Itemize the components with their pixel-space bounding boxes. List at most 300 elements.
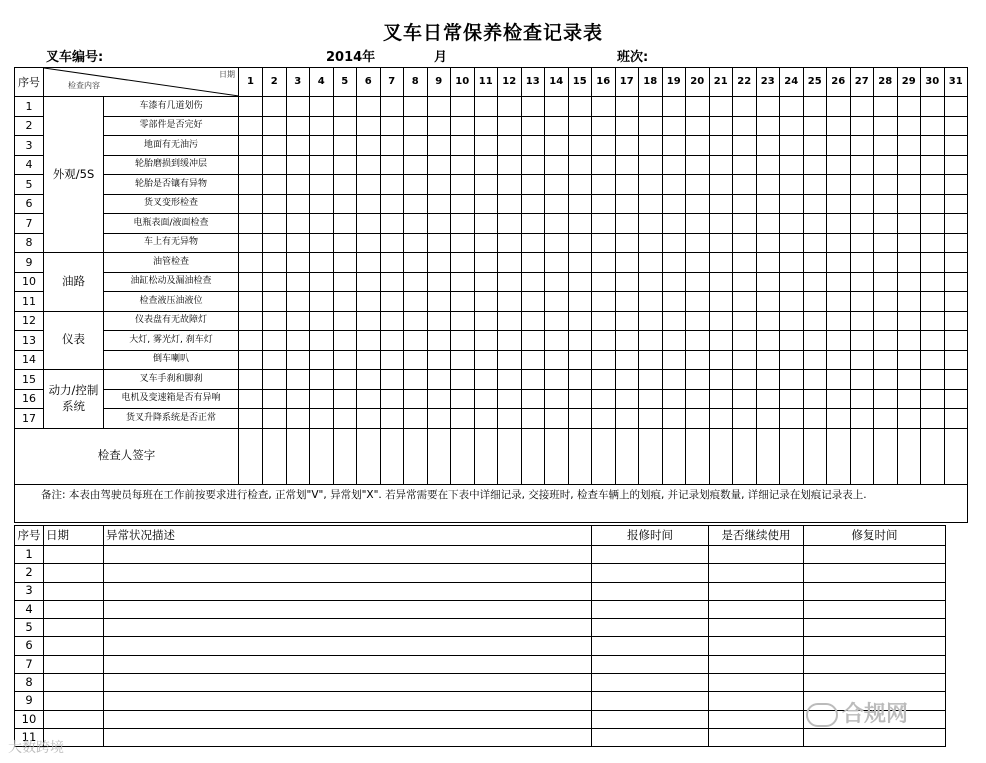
check-cell[interactable] [521,409,545,429]
check-cell[interactable] [827,272,851,292]
check-cell[interactable] [286,175,310,195]
check-cell[interactable] [827,389,851,409]
abnormal-cell[interactable] [104,674,592,692]
check-cell[interactable] [333,136,357,156]
check-cell[interactable] [568,389,592,409]
check-cell[interactable] [239,370,263,390]
check-cell[interactable] [380,214,404,234]
check-cell[interactable] [827,350,851,370]
check-cell[interactable] [639,311,663,331]
check-cell[interactable] [709,136,733,156]
check-cell[interactable] [545,292,569,312]
check-cell[interactable] [427,116,451,136]
check-cell[interactable] [545,253,569,273]
check-cell[interactable] [662,272,686,292]
signature-cell[interactable] [427,428,451,484]
check-cell[interactable] [568,292,592,312]
check-cell[interactable] [662,311,686,331]
check-cell[interactable] [521,350,545,370]
check-cell[interactable] [756,194,780,214]
abnormal-cell[interactable] [804,600,946,618]
check-cell[interactable] [803,331,827,351]
check-cell[interactable] [874,370,898,390]
check-cell[interactable] [239,155,263,175]
check-cell[interactable] [733,389,757,409]
check-cell[interactable] [286,389,310,409]
check-cell[interactable] [498,97,522,117]
check-cell[interactable] [709,155,733,175]
check-cell[interactable] [427,389,451,409]
check-cell[interactable] [521,97,545,117]
check-cell[interactable] [709,116,733,136]
check-cell[interactable] [756,409,780,429]
check-cell[interactable] [286,194,310,214]
check-cell[interactable] [850,97,874,117]
check-cell[interactable] [592,97,616,117]
check-cell[interactable] [521,272,545,292]
signature-cell[interactable] [380,428,404,484]
check-cell[interactable] [780,233,804,253]
check-cell[interactable] [686,194,710,214]
abnormal-cell[interactable] [44,655,104,673]
check-cell[interactable] [780,370,804,390]
check-cell[interactable] [639,389,663,409]
check-cell[interactable] [780,97,804,117]
check-cell[interactable] [756,97,780,117]
check-cell[interactable] [474,272,498,292]
check-cell[interactable] [427,350,451,370]
check-cell[interactable] [474,389,498,409]
check-cell[interactable] [639,409,663,429]
signature-cell[interactable] [451,428,475,484]
check-cell[interactable] [568,331,592,351]
signature-cell[interactable] [357,428,381,484]
check-cell[interactable] [286,253,310,273]
check-cell[interactable] [521,253,545,273]
check-cell[interactable] [286,370,310,390]
check-cell[interactable] [592,331,616,351]
check-cell[interactable] [944,370,968,390]
check-cell[interactable] [333,175,357,195]
check-cell[interactable] [850,370,874,390]
check-cell[interactable] [850,350,874,370]
abnormal-cell[interactable] [44,674,104,692]
check-cell[interactable] [662,292,686,312]
abnormal-cell[interactable] [104,692,592,710]
signature-cell[interactable] [827,428,851,484]
check-cell[interactable] [333,116,357,136]
check-cell[interactable] [568,194,592,214]
check-cell[interactable] [568,350,592,370]
check-cell[interactable] [686,272,710,292]
check-cell[interactable] [921,409,945,429]
signature-cell[interactable] [498,428,522,484]
check-cell[interactable] [427,331,451,351]
check-cell[interactable] [286,97,310,117]
check-cell[interactable] [827,116,851,136]
check-cell[interactable] [404,311,428,331]
check-cell[interactable] [333,233,357,253]
signature-cell[interactable] [780,428,804,484]
check-cell[interactable] [780,389,804,409]
check-cell[interactable] [709,370,733,390]
abnormal-cell[interactable] [804,546,946,564]
abnormal-cell[interactable] [804,728,946,746]
check-cell[interactable] [897,214,921,234]
check-cell[interactable] [239,233,263,253]
check-cell[interactable] [380,370,404,390]
check-cell[interactable] [780,175,804,195]
check-cell[interactable] [474,331,498,351]
check-cell[interactable] [733,409,757,429]
check-cell[interactable] [944,97,968,117]
check-cell[interactable] [897,97,921,117]
check-cell[interactable] [662,233,686,253]
check-cell[interactable] [639,272,663,292]
check-cell[interactable] [780,331,804,351]
check-cell[interactable] [498,272,522,292]
check-cell[interactable] [239,331,263,351]
check-cell[interactable] [592,272,616,292]
signature-cell[interactable] [921,428,945,484]
abnormal-cell[interactable] [709,674,804,692]
check-cell[interactable] [897,311,921,331]
check-cell[interactable] [310,116,334,136]
abnormal-cell[interactable] [804,564,946,582]
signature-cell[interactable] [521,428,545,484]
check-cell[interactable] [545,116,569,136]
check-cell[interactable] [357,350,381,370]
check-cell[interactable] [827,331,851,351]
check-cell[interactable] [310,233,334,253]
check-cell[interactable] [310,370,334,390]
check-cell[interactable] [498,194,522,214]
check-cell[interactable] [733,253,757,273]
check-cell[interactable] [404,370,428,390]
check-cell[interactable] [427,272,451,292]
check-cell[interactable] [545,194,569,214]
check-cell[interactable] [944,136,968,156]
check-cell[interactable] [263,116,287,136]
check-cell[interactable] [404,331,428,351]
check-cell[interactable] [803,97,827,117]
check-cell[interactable] [639,97,663,117]
check-cell[interactable] [756,155,780,175]
check-cell[interactable] [827,409,851,429]
check-cell[interactable] [239,194,263,214]
check-cell[interactable] [756,389,780,409]
check-cell[interactable] [850,136,874,156]
check-cell[interactable] [874,116,898,136]
check-cell[interactable] [780,155,804,175]
check-cell[interactable] [239,272,263,292]
check-cell[interactable] [615,409,639,429]
check-cell[interactable] [545,311,569,331]
check-cell[interactable] [521,233,545,253]
check-cell[interactable] [780,136,804,156]
abnormal-cell[interactable] [709,655,804,673]
check-cell[interactable] [380,389,404,409]
check-cell[interactable] [803,155,827,175]
signature-cell[interactable] [404,428,428,484]
check-cell[interactable] [921,331,945,351]
abnormal-cell[interactable] [44,637,104,655]
check-cell[interactable] [451,136,475,156]
check-cell[interactable] [874,409,898,429]
check-cell[interactable] [686,116,710,136]
check-cell[interactable] [286,233,310,253]
abnormal-cell[interactable] [104,564,592,582]
check-cell[interactable] [756,331,780,351]
check-cell[interactable] [803,233,827,253]
check-cell[interactable] [239,350,263,370]
check-cell[interactable] [357,292,381,312]
check-cell[interactable] [921,136,945,156]
check-cell[interactable] [239,389,263,409]
abnormal-cell[interactable] [804,674,946,692]
check-cell[interactable] [592,253,616,273]
abnormal-cell[interactable] [104,582,592,600]
check-cell[interactable] [897,136,921,156]
check-cell[interactable] [827,194,851,214]
check-cell[interactable] [733,136,757,156]
check-cell[interactable] [404,155,428,175]
check-cell[interactable] [380,331,404,351]
check-cell[interactable] [310,331,334,351]
signature-cell[interactable] [686,428,710,484]
check-cell[interactable] [803,350,827,370]
check-cell[interactable] [451,311,475,331]
check-cell[interactable] [780,116,804,136]
check-cell[interactable] [404,350,428,370]
check-cell[interactable] [662,194,686,214]
check-cell[interactable] [709,194,733,214]
check-cell[interactable] [850,253,874,273]
check-cell[interactable] [827,311,851,331]
check-cell[interactable] [803,136,827,156]
check-cell[interactable] [263,194,287,214]
abnormal-cell[interactable] [592,710,709,728]
check-cell[interactable] [380,350,404,370]
check-cell[interactable] [498,409,522,429]
check-cell[interactable] [427,214,451,234]
check-cell[interactable] [427,253,451,273]
check-cell[interactable] [756,214,780,234]
check-cell[interactable] [803,175,827,195]
check-cell[interactable] [709,233,733,253]
check-cell[interactable] [568,214,592,234]
check-cell[interactable] [357,311,381,331]
check-cell[interactable] [686,253,710,273]
check-cell[interactable] [874,136,898,156]
check-cell[interactable] [921,253,945,273]
check-cell[interactable] [592,370,616,390]
abnormal-cell[interactable] [104,600,592,618]
check-cell[interactable] [474,253,498,273]
check-cell[interactable] [944,331,968,351]
check-cell[interactable] [380,292,404,312]
check-cell[interactable] [404,409,428,429]
check-cell[interactable] [874,350,898,370]
check-cell[interactable] [545,409,569,429]
check-cell[interactable] [451,214,475,234]
check-cell[interactable] [380,175,404,195]
check-cell[interactable] [404,389,428,409]
check-cell[interactable] [427,194,451,214]
check-cell[interactable] [380,136,404,156]
check-cell[interactable] [897,331,921,351]
check-cell[interactable] [897,233,921,253]
check-cell[interactable] [780,292,804,312]
check-cell[interactable] [286,155,310,175]
check-cell[interactable] [239,214,263,234]
check-cell[interactable] [944,272,968,292]
check-cell[interactable] [803,409,827,429]
abnormal-cell[interactable] [104,728,592,746]
abnormal-cell[interactable] [44,600,104,618]
check-cell[interactable] [850,292,874,312]
check-cell[interactable] [521,116,545,136]
abnormal-cell[interactable] [709,600,804,618]
check-cell[interactable] [709,272,733,292]
check-cell[interactable] [592,233,616,253]
check-cell[interactable] [239,409,263,429]
check-cell[interactable] [310,311,334,331]
check-cell[interactable] [451,253,475,273]
check-cell[interactable] [921,370,945,390]
check-cell[interactable] [474,370,498,390]
check-cell[interactable] [380,311,404,331]
check-cell[interactable] [286,116,310,136]
check-cell[interactable] [239,292,263,312]
check-cell[interactable] [239,116,263,136]
check-cell[interactable] [357,155,381,175]
check-cell[interactable] [568,253,592,273]
check-cell[interactable] [310,136,334,156]
check-cell[interactable] [850,272,874,292]
check-cell[interactable] [333,311,357,331]
check-cell[interactable] [427,311,451,331]
abnormal-cell[interactable] [592,692,709,710]
check-cell[interactable] [521,389,545,409]
check-cell[interactable] [474,136,498,156]
check-cell[interactable] [709,214,733,234]
check-cell[interactable] [357,194,381,214]
check-cell[interactable] [874,233,898,253]
check-cell[interactable] [639,136,663,156]
check-cell[interactable] [686,175,710,195]
check-cell[interactable] [545,272,569,292]
check-cell[interactable] [827,370,851,390]
check-cell[interactable] [944,214,968,234]
check-cell[interactable] [545,136,569,156]
check-cell[interactable] [756,136,780,156]
check-cell[interactable] [545,155,569,175]
check-cell[interactable] [733,292,757,312]
check-cell[interactable] [686,233,710,253]
check-cell[interactable] [592,409,616,429]
check-cell[interactable] [474,409,498,429]
check-cell[interactable] [333,370,357,390]
check-cell[interactable] [756,292,780,312]
check-cell[interactable] [357,175,381,195]
check-cell[interactable] [686,155,710,175]
check-cell[interactable] [944,155,968,175]
check-cell[interactable] [803,253,827,273]
check-cell[interactable] [404,116,428,136]
check-cell[interactable] [592,350,616,370]
signature-cell[interactable] [803,428,827,484]
check-cell[interactable] [451,350,475,370]
check-cell[interactable] [451,116,475,136]
check-cell[interactable] [803,370,827,390]
check-cell[interactable] [286,350,310,370]
check-cell[interactable] [498,370,522,390]
check-cell[interactable] [850,116,874,136]
check-cell[interactable] [662,350,686,370]
check-cell[interactable] [615,155,639,175]
check-cell[interactable] [615,350,639,370]
check-cell[interactable] [380,116,404,136]
check-cell[interactable] [451,233,475,253]
check-cell[interactable] [897,116,921,136]
check-cell[interactable] [521,214,545,234]
check-cell[interactable] [357,97,381,117]
check-cell[interactable] [944,233,968,253]
check-cell[interactable] [780,311,804,331]
check-cell[interactable] [944,194,968,214]
check-cell[interactable] [921,350,945,370]
check-cell[interactable] [263,155,287,175]
check-cell[interactable] [310,272,334,292]
check-cell[interactable] [874,214,898,234]
check-cell[interactable] [498,233,522,253]
check-cell[interactable] [333,253,357,273]
check-cell[interactable] [921,155,945,175]
check-cell[interactable] [310,409,334,429]
check-cell[interactable] [263,389,287,409]
check-cell[interactable] [615,253,639,273]
check-cell[interactable] [263,97,287,117]
check-cell[interactable] [615,136,639,156]
check-cell[interactable] [639,350,663,370]
check-cell[interactable] [498,214,522,234]
check-cell[interactable] [874,272,898,292]
check-cell[interactable] [756,272,780,292]
check-cell[interactable] [780,409,804,429]
check-cell[interactable] [639,155,663,175]
signature-cell[interactable] [568,428,592,484]
check-cell[interactable] [592,292,616,312]
check-cell[interactable] [803,214,827,234]
check-cell[interactable] [427,155,451,175]
check-cell[interactable] [897,155,921,175]
check-cell[interactable] [333,389,357,409]
check-cell[interactable] [380,233,404,253]
check-cell[interactable] [615,194,639,214]
check-cell[interactable] [615,389,639,409]
signature-cell[interactable] [733,428,757,484]
check-cell[interactable] [827,155,851,175]
abnormal-cell[interactable] [592,582,709,600]
check-cell[interactable] [474,350,498,370]
check-cell[interactable] [733,233,757,253]
signature-cell[interactable] [286,428,310,484]
check-cell[interactable] [498,292,522,312]
check-cell[interactable] [944,116,968,136]
check-cell[interactable] [827,136,851,156]
check-cell[interactable] [498,350,522,370]
